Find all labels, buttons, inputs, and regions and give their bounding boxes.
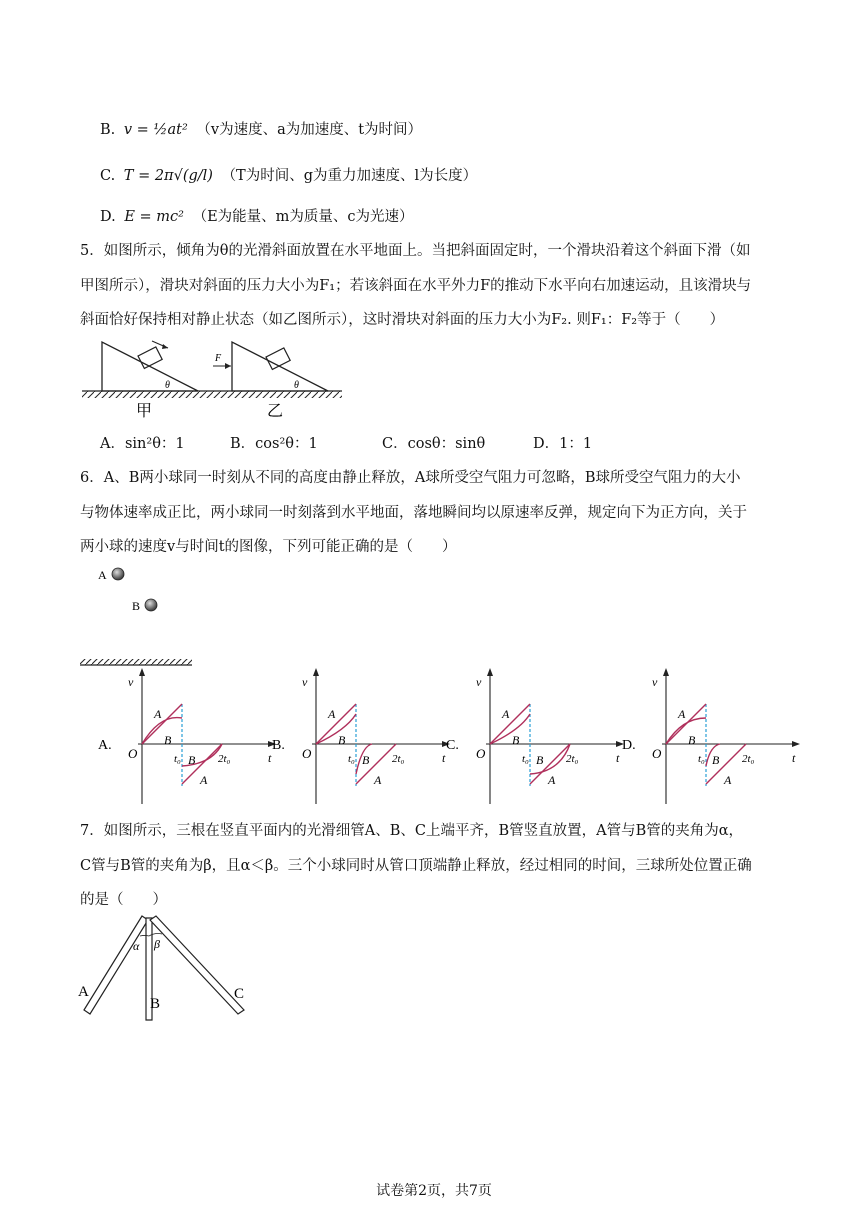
t0-label: t₀ [174, 753, 181, 765]
v-arrow [313, 668, 319, 676]
block-yi [266, 348, 290, 370]
v-axis-label: v [476, 675, 482, 689]
v-axis-label: v [652, 675, 658, 689]
q7-stem-line2: C管与B管的夹角为β，且α＜β。三个小球同时从管口顶端静止释放，经过相同的时间，三球所处位置正确 [80, 858, 752, 874]
alpha-label: α [133, 939, 140, 953]
t0-label: t₀ [698, 753, 705, 765]
block-jia [138, 347, 162, 369]
curve-a-label-2: A [374, 773, 382, 787]
v-arrow [487, 668, 493, 676]
graph-option-label: C. [446, 738, 459, 753]
q6-balls-figure [80, 562, 200, 672]
curve-a-first [142, 704, 182, 744]
q5-option-a: A．sin²θ：1 [100, 436, 185, 452]
formula: v = ½at² [123, 122, 188, 138]
curve-b-label-2: B [712, 753, 720, 767]
page-footer: 试卷第2页，共7页 [376, 1183, 492, 1199]
q4-option-b [100, 118, 422, 139]
theta-jia: θ [165, 380, 170, 391]
q7-stem-line3: 的是（ ） [80, 892, 167, 908]
t2-label: 2t₀ [566, 753, 579, 765]
curve-b-first [142, 718, 182, 744]
option-label: B. [100, 122, 116, 138]
option-label: D. [100, 209, 116, 225]
t-axis-label: t [442, 751, 446, 765]
curve-a-label: A [328, 707, 336, 721]
tube-a-label: A [78, 984, 89, 1000]
curve-a-first [490, 704, 530, 744]
t-axis-label: t [268, 751, 272, 765]
v-arrow [663, 668, 669, 676]
t-axis-label: t [616, 751, 620, 765]
curve-b-label: B [688, 733, 696, 747]
curve-b-label: B [512, 733, 520, 747]
t2-label: 2t₀ [392, 753, 405, 765]
q7-tubes-figure [74, 910, 264, 1030]
floor-hatch [80, 659, 192, 665]
t2-label: 2t₀ [218, 753, 231, 765]
option-desc: （v为速度、a为加速度、t为时间） [196, 122, 423, 138]
q6-stem-line2: 与物体速率成正比，两小球同一时刻落到水平地面，落地瞬间均以原速率反弹，规定向下为正方向，关于 [80, 505, 747, 521]
tube-b-label: B [150, 996, 161, 1012]
t0-label: t₀ [522, 753, 529, 765]
v-axis-label: v [302, 675, 308, 689]
q6-stem-line1: 6．A、B两小球同一时刻从不同的高度由静止释放，A球所受空气阻力可忽略，B球所受空气阻力的大小 [80, 470, 741, 486]
graph-option-label: B. [272, 738, 285, 753]
origin-label: O [128, 746, 138, 761]
curve-b-label-2: B [362, 753, 370, 767]
graph-option-label: D. [622, 738, 636, 753]
option-desc: （E为能量、m为质量、c为光速） [192, 209, 414, 225]
q7-stem-line1: 7．如图所示，三根在竖直平面内的光滑细管A、B、C上端平齐，B管竖直放置，A管与B管的夹角为α， [80, 823, 744, 839]
t2-label: 2t₀ [742, 753, 755, 765]
curve-b-first [490, 714, 530, 744]
ball-a [112, 568, 124, 580]
curve-b-first [666, 718, 706, 744]
beta-label: β [154, 937, 160, 951]
curve-b-label-2: B [188, 753, 196, 767]
tube-c [150, 916, 244, 1014]
curve-b-first [316, 714, 356, 744]
ground-hatch [82, 391, 342, 398]
ball-a-label: A [98, 568, 107, 582]
q6-vt-graphs [90, 668, 805, 813]
origin-label: O [476, 746, 486, 761]
curve-a-label-2: A [724, 773, 732, 787]
formula: E = mc² [124, 209, 184, 225]
curve-a-label: A [154, 707, 162, 721]
alpha-arc [140, 935, 149, 936]
caption-yi: 乙 [267, 403, 284, 420]
graph-option-label: A. [98, 738, 112, 753]
t-arrow [792, 741, 800, 747]
origin-label: O [302, 746, 312, 761]
curve-a-label-2: A [200, 773, 208, 787]
q5-stem-line2: 甲图所示），滑块对斜面的压力大小为F₁；若该斜面在水平外力F的推动下水平向右加速运动，且该滑块与 [80, 278, 752, 294]
curve-b-label: B [164, 733, 172, 747]
q5-stem-line1: 5．如图所示，倾角为θ的光滑斜面放置在水平地面上。当把斜面固定时，一个滑块沿着这个斜面下滑（如 [80, 243, 751, 259]
caption-jia: 甲 [136, 403, 153, 420]
tube-a [84, 916, 148, 1014]
v-axis-label: v [128, 675, 134, 689]
ball-b [145, 599, 157, 611]
curve-a-label-2: A [548, 773, 556, 787]
q5-incline-figure [80, 336, 350, 424]
curve-a-label: A [502, 707, 510, 721]
q4-option-d [100, 205, 414, 226]
option-desc: （T为时间、g为重力加速度、l为长度） [221, 168, 478, 184]
theta-yi: θ [294, 380, 299, 391]
t-axis-label: t [792, 751, 796, 765]
curve-a-first [316, 704, 356, 744]
q5-stem-line3: 斜面恰好保持相对静止状态（如乙图所示），这时滑块对斜面的压力大小为F₂. 则F₁：F₂等于（ ） [80, 312, 725, 328]
t0-label: t₀ [348, 753, 355, 765]
curve-b-label-2: B [536, 753, 544, 767]
curve-b-label: B [338, 733, 346, 747]
v-arrow [139, 668, 145, 676]
force-label: F [215, 353, 222, 364]
q5-option-c: C．cosθ：sinθ [382, 436, 486, 452]
option-label: C. [100, 168, 116, 184]
q6-stem-line3: 两小球的速度v与时间t的图像，下列可能正确的是（ ） [80, 539, 457, 555]
origin-label: O [652, 746, 662, 761]
q4-option-c [100, 164, 477, 185]
q5-option-b: B．cos²θ：1 [230, 436, 318, 452]
curve-a-label: A [678, 707, 686, 721]
tube-c-label: C [234, 986, 245, 1002]
formula: T = 2π√(g/l) [123, 168, 213, 184]
ball-b-label: B [132, 599, 141, 613]
q5-option-d: D．1：1 [533, 436, 593, 452]
